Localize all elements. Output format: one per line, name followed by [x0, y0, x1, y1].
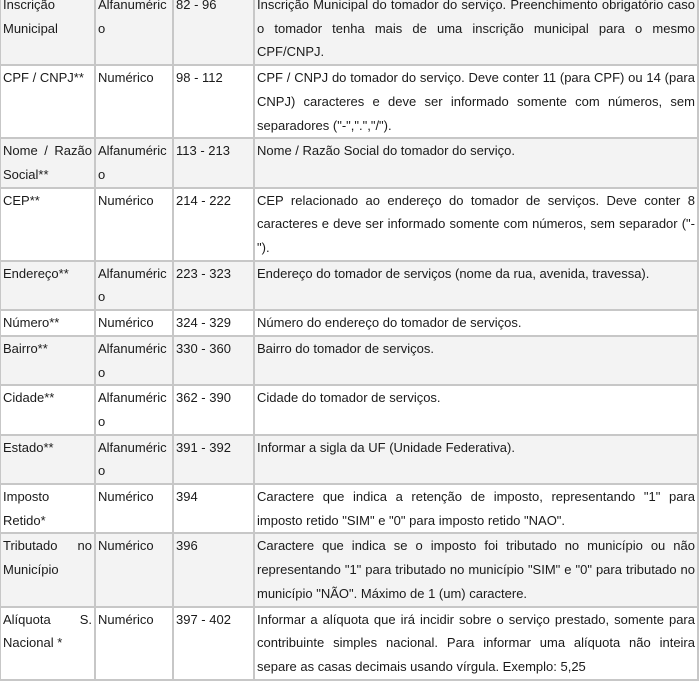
field-type-cell: Alfanumérico: [95, 0, 173, 65]
table-row: [0, 435, 698, 484]
field-position-cell: 396: [173, 533, 254, 606]
field-description-cell: Bairro do tomador de serviços.: [254, 336, 698, 385]
table-row: [0, 261, 698, 310]
field-description-cell: Informar a alíquota que irá incidir sobre o serviço prestado, somente para contribuinte simples nacional. Para informar uma alíquota não inteira separe as casas decimais usando vírgula. Exemplo: 5,25: [254, 607, 698, 680]
field-description-cell: Endereço do tomador de serviços (nome da rua, avenida, travessa).: [254, 261, 698, 310]
field-name-cell: Bairro**: [0, 336, 95, 385]
field-type-cell: Numérico: [95, 65, 173, 138]
field-name-cell: Nome / Razão Social**: [0, 138, 95, 187]
field-description-cell: Nome / Razão Social do tomador do serviço.: [254, 138, 698, 187]
field-description-cell: Cidade do tomador de serviços.: [254, 385, 698, 434]
field-type-cell: Alfanumérico: [95, 138, 173, 187]
table-row: [0, 336, 698, 385]
field-description-cell: Inscrição Municipal do tomador do serviço. Preenchimento obrigatório caso o tomador tenha mais de uma inscrição municipal para o mesmo CPF/CNPJ.: [254, 0, 698, 65]
field-name-cell: Inscrição Municipal: [0, 0, 95, 65]
field-name-cell: Estado**: [0, 435, 95, 484]
field-description-cell: Caractere que indica a retenção de imposto, representando "1" para imposto retido "SIM" e "0" para imposto retido "NAO".: [254, 484, 698, 533]
field-position-cell: 223 - 323: [173, 261, 254, 310]
field-position-cell: 324 - 329: [173, 310, 254, 336]
field-name-cell: CEP**: [0, 188, 95, 261]
field-description-cell: Caractere que indica se o imposto foi tributado no município ou não representando "1" para tributado no município "SIM" e "0" para tributado no município "NÃO". Máximo de 1 (um) caractere.: [254, 533, 698, 606]
field-type-cell: Numérico: [95, 484, 173, 533]
field-position-cell: 394: [173, 484, 254, 533]
table-row: [0, 484, 698, 533]
field-position-cell: 82 - 96: [173, 0, 254, 65]
field-position-cell: 362 - 390: [173, 385, 254, 434]
field-type-cell: Numérico: [95, 607, 173, 680]
field-type-cell: Alfanumérico: [95, 336, 173, 385]
field-type-cell: Numérico: [95, 310, 173, 336]
table-row: [0, 310, 698, 336]
field-name-cell: Tributado no Município: [0, 533, 95, 606]
field-name-cell: Número**: [0, 310, 95, 336]
field-description-cell: Informar a sigla da UF (Unidade Federativa).: [254, 435, 698, 484]
field-type-cell: Alfanumérico: [95, 261, 173, 310]
table-row: [0, 607, 698, 680]
field-position-cell: 98 - 112: [173, 65, 254, 138]
field-name-cell: Imposto Retido*: [0, 484, 95, 533]
field-name-cell: Endereço**: [0, 261, 95, 310]
field-position-cell: 113 - 213: [173, 138, 254, 187]
field-position-cell: 330 - 360: [173, 336, 254, 385]
field-name-cell: CPF / CNPJ**: [0, 65, 95, 138]
field-position-cell: 397 - 402: [173, 607, 254, 680]
field-type-cell: Numérico: [95, 533, 173, 606]
table-row: [0, 138, 698, 187]
table-row: [0, 65, 698, 138]
table-row: [0, 533, 698, 606]
field-description-cell: CEP relacionado ao endereço do tomador de serviços. Deve conter 8 caracteres e deve ser informado somente com números, sem separador ("-").: [254, 188, 698, 261]
table-row: [0, 188, 698, 261]
field-position-cell: 391 - 392: [173, 435, 254, 484]
field-description-cell: CPF / CNPJ do tomador do serviço. Deve conter 11 (para CPF) ou 14 (para CNPJ) caracteres e deve ser informado somente com números, sem separadores ("-",".","/").: [254, 65, 698, 138]
field-description-cell: Número do endereço do tomador de serviços.: [254, 310, 698, 336]
field-type-cell: Alfanumérico: [95, 385, 173, 434]
field-position-cell: 214 - 222: [173, 188, 254, 261]
table-row: [0, 0, 698, 65]
field-type-cell: Numérico: [95, 188, 173, 261]
table-row: [0, 385, 698, 434]
field-name-cell: Cidade**: [0, 385, 95, 434]
field-type-cell: Alfanumérico: [95, 435, 173, 484]
field-name-cell: Alíquota S. Nacional *: [0, 607, 95, 680]
